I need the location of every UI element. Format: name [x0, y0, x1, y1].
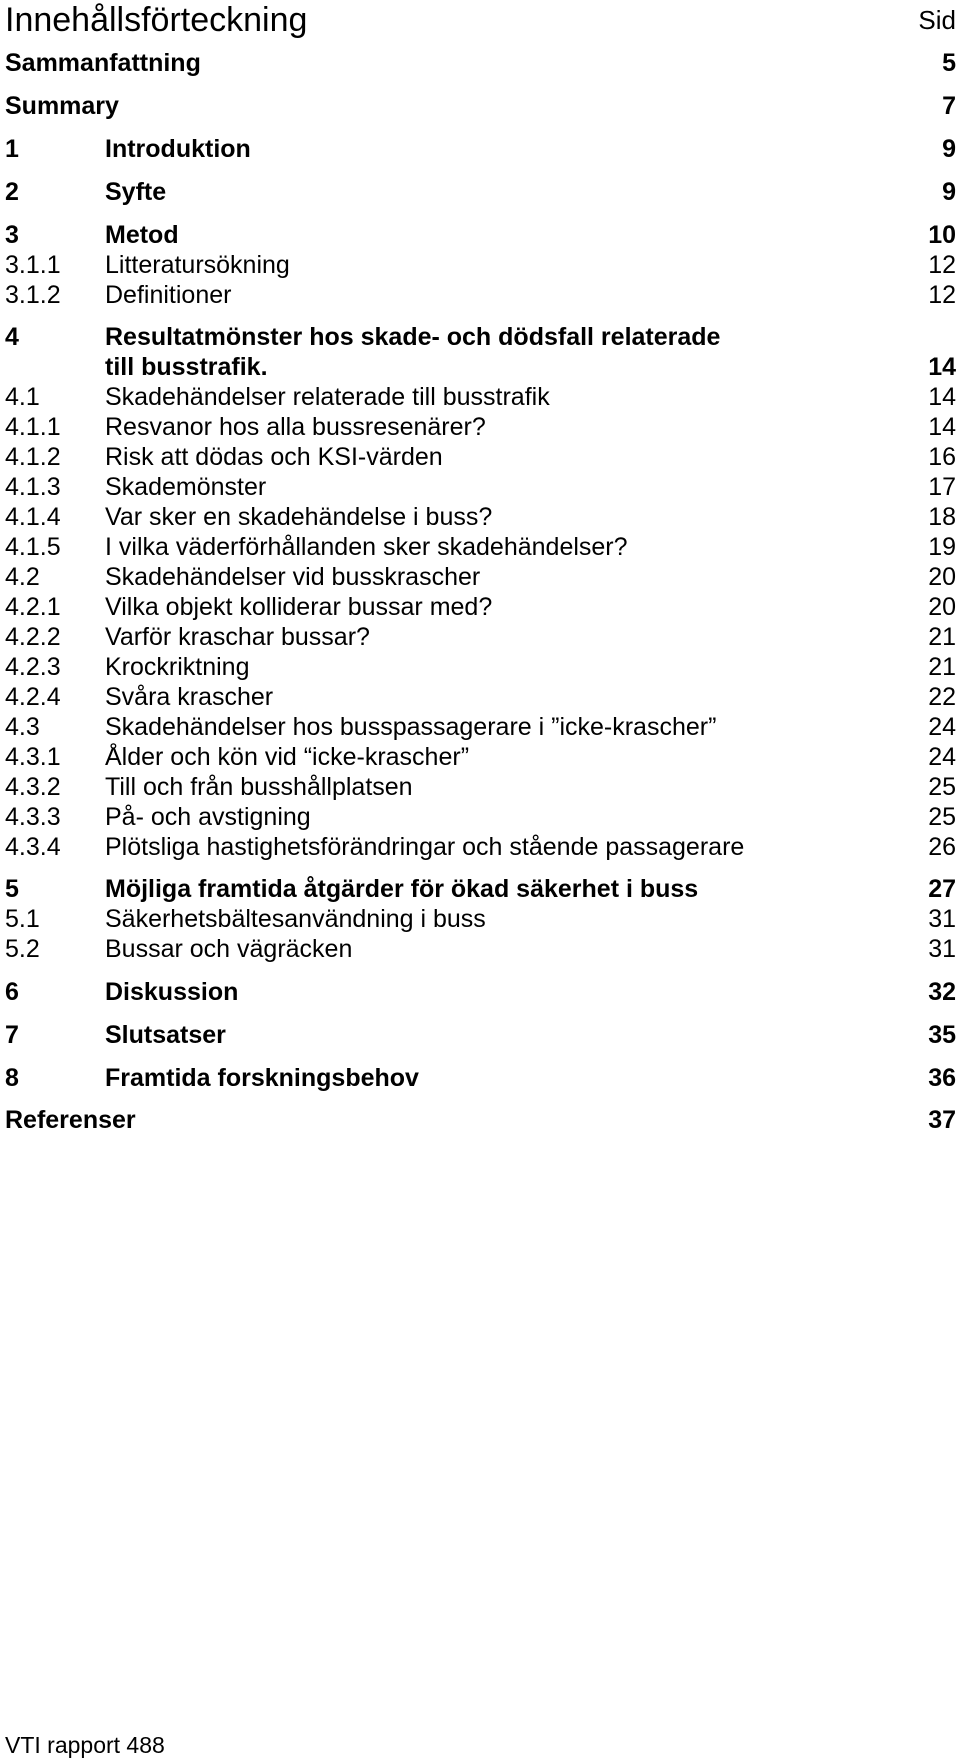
toc-entry-page: 21	[928, 653, 956, 681]
toc-entry-page: 17	[928, 473, 956, 501]
toc-entry-3[interactable]	[5, 220, 956, 250]
toc-entry-title: Möjliga framtida åtgärder för ökad säkerhet i buss	[105, 875, 699, 903]
toc-entry-title: Referenser	[5, 1106, 136, 1134]
toc-entry-number: 4.3	[5, 713, 40, 741]
toc-entry-5-1[interactable]	[5, 904, 956, 934]
toc-entry-number: 4.2	[5, 563, 40, 591]
toc-entry-number: 7	[5, 1021, 19, 1049]
toc-entry-page: 12	[928, 251, 956, 279]
toc-entry-page: 26	[928, 833, 956, 861]
toc-entry-number: 5	[5, 875, 19, 903]
page-title: Innehållsförteckning	[5, 1, 308, 39]
toc-entry-page: 5	[942, 49, 956, 77]
toc-entry-page: 25	[928, 803, 956, 831]
toc-entry-page: 20	[928, 563, 956, 591]
toc-entry-title: Var sker en skadehändelse i buss?	[105, 503, 493, 531]
toc-entry-5[interactable]	[5, 874, 956, 904]
toc-entry-4-2-3[interactable]	[5, 652, 956, 682]
toc-entry-number: 4.3.1	[5, 743, 61, 771]
toc-entry-number: 4.2.1	[5, 593, 61, 621]
toc-entry-number: 3	[5, 221, 19, 249]
toc-entry-page: 27	[928, 875, 956, 903]
toc-entry-number: 4.3.2	[5, 773, 61, 801]
toc-entry-title: Definitioner	[105, 281, 232, 309]
toc-entry-1[interactable]	[5, 134, 956, 164]
toc-entry-4-3[interactable]	[5, 712, 956, 742]
toc-entry-page: 36	[928, 1064, 956, 1092]
toc-entry-number: 4.2.4	[5, 683, 61, 711]
toc-entry-4-1-3[interactable]	[5, 472, 956, 502]
toc-entry-4-3-4[interactable]	[5, 832, 956, 862]
toc-entry-page: 14	[928, 353, 956, 381]
toc-entry-title: På- och avstigning	[105, 803, 311, 831]
toc-entry-number: 4.1.3	[5, 473, 61, 501]
toc-entry-4-2-4[interactable]	[5, 682, 956, 712]
toc-entry-title: Metod	[105, 221, 179, 249]
toc-entry-title: Resultatmönster hos skade- och dödsfall relaterade	[105, 323, 721, 351]
toc-header	[5, 0, 956, 40]
toc-entry-8[interactable]	[5, 1063, 956, 1093]
toc-entry-page: 10	[928, 221, 956, 249]
toc-entry-7[interactable]	[5, 1020, 956, 1050]
toc-entry-title: till busstrafik.	[105, 353, 268, 381]
toc-entry-title: Till och från busshållplatsen	[105, 773, 413, 801]
toc-entry-summary[interactable]	[5, 91, 956, 121]
toc-entry-number: 4.1.4	[5, 503, 61, 531]
toc-entry-4-3-2[interactable]	[5, 772, 956, 802]
toc-entry-title: Svåra krascher	[105, 683, 274, 711]
toc-entry-4-continuation[interactable]	[5, 352, 956, 382]
toc-entry-number: 4.3.3	[5, 803, 61, 831]
toc-entry-number: 5.2	[5, 935, 40, 963]
toc-entry-number: 3.1.2	[5, 281, 61, 309]
toc-entry-number: 4.3.4	[5, 833, 61, 861]
toc-entry-title: Diskussion	[105, 978, 239, 1006]
toc-entry-title: I vilka väderförhållanden sker skadehändelser?	[105, 533, 628, 561]
toc-entry-number: 4.1.2	[5, 443, 61, 471]
toc-entry-title: Skadehändelser vid busskrascher	[105, 563, 481, 591]
toc-entry-4-3-1[interactable]	[5, 742, 956, 772]
toc-entry-4[interactable]	[5, 322, 956, 352]
toc-entry-title: Bussar och vägräcken	[105, 935, 353, 963]
page-column-label: Sid	[918, 5, 956, 35]
toc-entry-page: 7	[942, 92, 956, 120]
toc-entry-page: 18	[928, 503, 956, 531]
toc-entry-title: Skademönster	[105, 473, 267, 501]
toc-entry-title: Skadehändelser hos busspassagerare i ”icke-krascher”	[105, 713, 717, 741]
toc-entry-number: 4.1.1	[5, 413, 61, 441]
toc-entry-title: Framtida forskningsbehov	[105, 1064, 419, 1092]
toc-entry-number: 6	[5, 978, 19, 1006]
toc-entry-page: 31	[928, 935, 956, 963]
toc-entry-page: 32	[928, 978, 956, 1006]
toc-entry-3-1-2[interactable]	[5, 280, 956, 310]
toc-entry-page: 14	[928, 413, 956, 441]
toc-entry-5-2[interactable]	[5, 934, 956, 964]
toc-entry-page: 24	[928, 743, 956, 771]
toc-entry-6[interactable]	[5, 977, 956, 1007]
toc-entry-page: 22	[928, 683, 956, 711]
toc-entry-4-1-1[interactable]	[5, 412, 956, 442]
toc-entry-page: 25	[928, 773, 956, 801]
toc-entry-title: Summary	[5, 92, 119, 120]
toc-entry-title: Slutsatser	[105, 1021, 226, 1049]
toc-entry-4-1-4[interactable]	[5, 502, 956, 532]
toc-entry-number: 2	[5, 178, 19, 206]
toc-entry-page: 35	[928, 1021, 956, 1049]
toc-entry-referenser[interactable]	[5, 1105, 956, 1135]
toc-entry-page: 9	[942, 135, 956, 163]
toc-entry-number: 5.1	[5, 905, 40, 933]
toc-entry-title: Ålder och kön vid “icke-krascher”	[105, 743, 470, 771]
toc-entry-page: 9	[942, 178, 956, 206]
toc-entry-4-3-3[interactable]	[5, 802, 956, 832]
toc-entry-title: Syfte	[105, 178, 167, 206]
toc-entry-title: Krockriktning	[105, 653, 250, 681]
toc-entry-3-1-1[interactable]	[5, 250, 956, 280]
toc-entry-title: Risk att dödas och KSI-värden	[105, 443, 443, 471]
toc-entry-4-1-5[interactable]	[5, 532, 956, 562]
toc-entry-2[interactable]	[5, 177, 956, 207]
toc-entry-4-1[interactable]	[5, 382, 956, 412]
toc-entry-4-2-1[interactable]	[5, 592, 956, 622]
toc-entry-page: 16	[928, 443, 956, 471]
toc-entry-title: Sammanfattning	[5, 49, 201, 77]
toc-entry-number: 4	[5, 323, 19, 351]
toc-entry-page: 12	[928, 281, 956, 309]
toc-entry-page: 21	[928, 623, 956, 651]
toc-entry-page: 31	[928, 905, 956, 933]
toc-entry-number: 3.1.1	[5, 251, 61, 279]
toc-entry-title: Litteratursökning	[105, 251, 290, 279]
toc-entry-4-2[interactable]	[5, 562, 956, 592]
toc-entry-page: 19	[928, 533, 956, 561]
toc-entry-title: Vilka objekt kolliderar bussar med?	[105, 593, 493, 621]
toc-entry-title: Introduktion	[105, 135, 251, 163]
toc-entry-page: 24	[928, 713, 956, 741]
toc-entry-number: 4.1	[5, 383, 40, 411]
toc-entry-sammanfattning[interactable]	[5, 48, 956, 78]
toc-entry-title: Resvanor hos alla bussresenärer?	[105, 413, 486, 441]
toc-entry-4-1-2[interactable]	[5, 442, 956, 472]
toc-entry-title: Varför kraschar bussar?	[105, 623, 370, 651]
toc-entry-number: 4.2.2	[5, 623, 61, 651]
toc-entry-number: 4.1.5	[5, 533, 61, 561]
toc-entry-page: 37	[928, 1106, 956, 1134]
toc-entry-title: Skadehändelser relaterade till busstrafik	[105, 383, 550, 411]
toc-entry-page: 14	[928, 383, 956, 411]
toc-entry-number: 1	[5, 135, 19, 163]
toc-entry-4-2-2[interactable]	[5, 622, 956, 652]
toc-entry-number: 8	[5, 1064, 19, 1092]
toc-entry-page: 20	[928, 593, 956, 621]
page-footer: VTI rapport 488	[5, 1732, 165, 1758]
toc-entry-number: 4.2.3	[5, 653, 61, 681]
toc-entry-title: Säkerhetsbältesanvändning i buss	[105, 905, 486, 933]
toc-entry-title: Plötsliga hastighetsförändringar och stående passagerare	[105, 833, 745, 861]
